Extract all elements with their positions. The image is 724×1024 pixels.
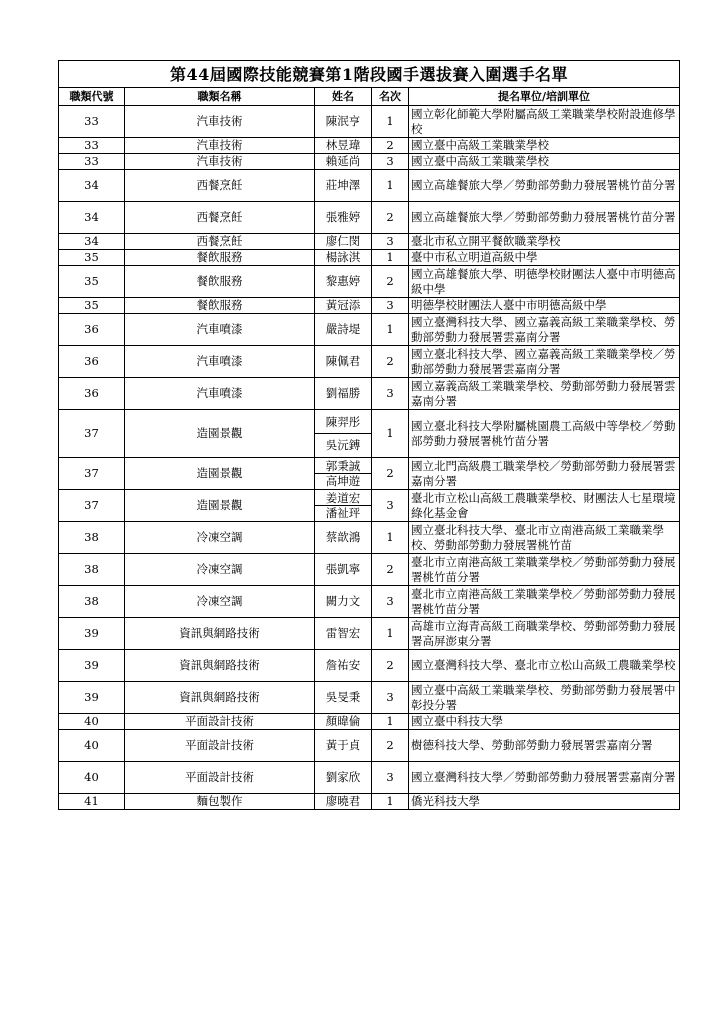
name-stack	[315, 202, 371, 233]
person-name: 莊坤澤	[325, 178, 361, 192]
name-stack	[315, 459, 371, 489]
table-row	[59, 650, 680, 682]
cell-rank: 1	[372, 170, 409, 202]
person-name: 陳泯亨	[325, 114, 361, 128]
name-stack	[315, 298, 371, 313]
cell-unit: 臺北市立南港高級工業職業學校／勞動部勞動力發展署桃竹苗分署	[409, 554, 680, 586]
cell-name	[315, 266, 372, 298]
person-name: 高坤遊	[315, 473, 371, 489]
name-stack	[315, 491, 371, 521]
cell-unit: 國立臺中高級工業職業學校	[409, 154, 680, 170]
cell-category: 造園景觀	[125, 410, 315, 458]
cell-code: 35	[59, 298, 125, 314]
cell-code: 38	[59, 522, 125, 554]
table-row	[59, 106, 680, 138]
cell-rank: 1	[372, 522, 409, 554]
candidate-table	[58, 60, 680, 810]
cell-unit: 臺北市立南港高級工業職業學校／勞動部勞動力發展署桃竹苗分署	[409, 586, 680, 618]
cell-category: 資訊與網路技術	[125, 650, 315, 682]
cell-category: 造園景觀	[125, 490, 315, 522]
name-stack	[315, 250, 371, 265]
table-row	[59, 762, 680, 794]
cell-rank: 3	[372, 234, 409, 250]
table-row	[59, 522, 680, 554]
cell-rank: 3	[372, 682, 409, 714]
table-row	[59, 458, 680, 490]
name-stack	[315, 682, 371, 713]
cell-code: 33	[59, 106, 125, 138]
cell-rank: 1	[372, 794, 409, 810]
cell-code: 40	[59, 714, 125, 730]
header-name: 姓名	[315, 88, 372, 106]
cell-code: 40	[59, 730, 125, 762]
person-name: 劉家欣	[325, 770, 361, 784]
cell-category: 資訊與網路技術	[125, 682, 315, 714]
person-name: 姜道宏	[325, 490, 361, 505]
table-row	[59, 154, 680, 170]
name-stack	[315, 411, 371, 457]
person-name: 詹祐安	[325, 658, 361, 672]
person-name: 顏暐倫	[325, 714, 361, 728]
cell-name	[315, 106, 372, 138]
name-stack	[315, 266, 371, 297]
header-row	[59, 88, 680, 106]
cell-name	[315, 154, 372, 170]
cell-code: 33	[59, 138, 125, 154]
cell-code: 39	[59, 618, 125, 650]
cell-category: 餐飲服務	[125, 250, 315, 266]
cell-code: 34	[59, 234, 125, 250]
table-row	[59, 202, 680, 234]
header-code: 職類代號	[59, 88, 125, 106]
cell-name	[315, 346, 372, 378]
cell-category: 汽車技術	[125, 154, 315, 170]
cell-category: 冷凍空調	[125, 522, 315, 554]
cell-rank: 3	[372, 154, 409, 170]
name-stack	[315, 794, 371, 809]
cell-name	[315, 586, 372, 618]
table-row	[59, 298, 680, 314]
person-name: 雷智宏	[325, 626, 361, 640]
cell-category: 麵包製作	[125, 794, 315, 810]
cell-unit: 國立臺灣科技大學、臺北市立松山高級工農職業學校	[409, 650, 680, 682]
person-name: 林昱瑋	[325, 138, 361, 152]
cell-category: 平面設計技術	[125, 730, 315, 762]
cell-rank: 1	[372, 106, 409, 138]
cell-unit: 國立臺中科技大學	[409, 714, 680, 730]
cell-name	[315, 794, 372, 810]
header-unit: 提名單位/培訓單位	[409, 88, 680, 106]
cell-unit: 國立高雄餐旅大學／勞動部勞動力發展署桃竹苗分署	[409, 170, 680, 202]
cell-rank: 1	[372, 410, 409, 458]
cell-name	[315, 650, 372, 682]
name-stack	[315, 650, 371, 681]
header-category: 職類名稱	[125, 88, 315, 106]
name-stack	[315, 554, 371, 585]
cell-rank: 1	[372, 714, 409, 730]
cell-category: 平面設計技術	[125, 714, 315, 730]
cell-rank: 3	[372, 490, 409, 522]
name-stack	[315, 586, 371, 617]
cell-category: 資訊與網路技術	[125, 618, 315, 650]
cell-category: 西餐烹飪	[125, 234, 315, 250]
cell-code: 39	[59, 650, 125, 682]
cell-rank: 2	[372, 266, 409, 298]
name-stack	[315, 730, 371, 761]
cell-category: 冷凍空調	[125, 586, 315, 618]
name-stack	[315, 154, 371, 169]
cell-code: 41	[59, 794, 125, 810]
cell-rank: 3	[372, 762, 409, 794]
person-name: 陳佩君	[325, 354, 361, 368]
cell-category: 西餐烹飪	[125, 170, 315, 202]
table-row	[59, 554, 680, 586]
cell-rank: 2	[372, 346, 409, 378]
cell-unit: 國立彰化師範大學附屬高級工業職業學校附設進修學校	[409, 106, 680, 138]
cell-unit: 明德學校財團法人臺中市明德高級中學	[409, 298, 680, 314]
cell-category: 造園景觀	[125, 458, 315, 490]
table-row	[59, 794, 680, 810]
name-stack	[315, 378, 371, 409]
table-row	[59, 170, 680, 202]
person-name: 郭秉誠	[325, 458, 361, 473]
table-row	[59, 378, 680, 410]
cell-unit: 國立高雄餐旅大學／勞動部勞動力發展署桃竹苗分署	[409, 202, 680, 234]
table-row	[59, 730, 680, 762]
table-row	[59, 234, 680, 250]
cell-name	[315, 554, 372, 586]
cell-rank: 2	[372, 730, 409, 762]
document-sheet	[58, 60, 679, 810]
cell-name	[315, 410, 372, 458]
cell-rank: 1	[372, 314, 409, 346]
cell-name	[315, 234, 372, 250]
cell-name	[315, 170, 372, 202]
table-row	[59, 410, 680, 458]
cell-category: 汽車技術	[125, 106, 315, 138]
name-stack	[315, 522, 371, 553]
table-row	[59, 138, 680, 154]
cell-name	[315, 618, 372, 650]
name-stack	[315, 714, 371, 729]
cell-rank: 3	[372, 378, 409, 410]
cell-rank: 2	[372, 458, 409, 490]
cell-category: 餐飲服務	[125, 266, 315, 298]
person-name: 陳羿彤	[325, 414, 361, 429]
person-name: 廖仁閔	[325, 234, 361, 248]
cell-code: 36	[59, 378, 125, 410]
cell-rank: 3	[372, 298, 409, 314]
cell-name	[315, 730, 372, 762]
cell-category: 西餐烹飪	[125, 202, 315, 234]
cell-code: 39	[59, 682, 125, 714]
cell-code: 34	[59, 202, 125, 234]
cell-unit: 國立臺北科技大學、國立嘉義高級工業職業學校／勞動部勞動力發展署雲嘉南分署	[409, 346, 680, 378]
cell-category: 餐飲服務	[125, 298, 315, 314]
cell-code: 37	[59, 410, 125, 458]
cell-name	[315, 522, 372, 554]
cell-name	[315, 762, 372, 794]
table-row	[59, 618, 680, 650]
table-row	[59, 266, 680, 298]
cell-code: 35	[59, 266, 125, 298]
person-name: 楊詠淇	[325, 250, 361, 264]
cell-code: 38	[59, 586, 125, 618]
cell-name	[315, 378, 372, 410]
cell-code: 34	[59, 170, 125, 202]
person-name: 吳沅鎛	[315, 433, 371, 457]
cell-category: 汽車技術	[125, 138, 315, 154]
cell-name	[315, 458, 372, 490]
cell-unit: 樹德科技大學、勞動部勞動力發展署雲嘉南分署	[409, 730, 680, 762]
cell-unit: 高雄市立海青高級工商職業學校、勞動部勞動力發展署高屏澎東分署	[409, 618, 680, 650]
person-name: 黃于貞	[325, 738, 361, 752]
cell-unit: 國立北門高級農工職業學校／勞動部勞動力發展署雲嘉南分署	[409, 458, 680, 490]
cell-rank: 2	[372, 138, 409, 154]
cell-unit: 國立臺灣科技大學、國立嘉義高級工業職業學校、勞動部勞動力發展署雲嘉南分署	[409, 314, 680, 346]
name-stack	[315, 234, 371, 249]
cell-rank: 2	[372, 650, 409, 682]
cell-name	[315, 490, 372, 522]
cell-rank: 1	[372, 618, 409, 650]
table-row	[59, 346, 680, 378]
cell-name	[315, 682, 372, 714]
cell-unit: 國立嘉義高級工業職業學校、勞動部勞動力發展署雲嘉南分署	[409, 378, 680, 410]
cell-unit: 國立臺灣科技大學／勞動部勞動力發展署雲嘉南分署	[409, 762, 680, 794]
cell-code: 33	[59, 154, 125, 170]
name-stack	[315, 170, 371, 201]
person-name: 吳旻秉	[325, 690, 361, 704]
title-row	[59, 61, 680, 88]
cell-unit: 臺中市私立明道高級中學	[409, 250, 680, 266]
cell-name	[315, 250, 372, 266]
cell-unit: 僑光科技大學	[409, 794, 680, 810]
cell-category: 平面設計技術	[125, 762, 315, 794]
cell-unit: 臺北市立松山高級工農職業學校、財團法人七星環境綠化基金會	[409, 490, 680, 522]
table-row	[59, 714, 680, 730]
cell-name	[315, 138, 372, 154]
table-body	[59, 106, 680, 810]
cell-unit: 國立高雄餐旅大學、明德學校財團法人臺中市明德高級中學	[409, 266, 680, 298]
cell-unit: 國立臺中高級工業職業學校、勞動部勞動力發展署中彰投分署	[409, 682, 680, 714]
page-title: 第44屆國際技能競賽第1階段國手選拔賽入圍選手名單	[59, 61, 680, 88]
cell-code: 35	[59, 250, 125, 266]
person-name: 劉福勝	[325, 386, 361, 400]
cell-category: 汽車噴漆	[125, 378, 315, 410]
name-stack	[315, 106, 371, 137]
name-stack	[315, 138, 371, 153]
person-name: 張雅婷	[325, 210, 361, 224]
person-name: 黃冠添	[325, 298, 361, 312]
cell-rank: 2	[372, 202, 409, 234]
person-name: 闕力文	[325, 594, 361, 608]
cell-category: 汽車噴漆	[125, 346, 315, 378]
table-row	[59, 682, 680, 714]
cell-rank: 2	[372, 554, 409, 586]
cell-unit: 臺北市私立開平餐飲職業學校	[409, 234, 680, 250]
cell-code: 36	[59, 346, 125, 378]
name-stack	[315, 762, 371, 793]
person-name: 賴延尚	[325, 154, 361, 168]
person-name: 嚴詩堤	[325, 322, 361, 336]
cell-code: 40	[59, 762, 125, 794]
name-stack	[315, 314, 371, 345]
cell-unit: 國立臺中高級工業職業學校	[409, 138, 680, 154]
table-row	[59, 490, 680, 522]
cell-unit: 國立臺北科技大學附屬桃園農工高級中等學校／勞動部勞動力發展署桃竹苗分署	[409, 410, 680, 458]
cell-rank: 1	[372, 250, 409, 266]
cell-rank: 3	[372, 586, 409, 618]
cell-name	[315, 202, 372, 234]
cell-code: 37	[59, 490, 125, 522]
cell-code: 36	[59, 314, 125, 346]
table-row	[59, 250, 680, 266]
name-stack	[315, 618, 371, 649]
table-row	[59, 314, 680, 346]
cell-category: 冷凍空調	[125, 554, 315, 586]
cell-unit: 國立臺北科技大學、臺北市立南港高級工業職業學校、勞動部勞動力發展署桃竹苗	[409, 522, 680, 554]
person-name: 黎惠婷	[325, 274, 361, 288]
cell-name	[315, 714, 372, 730]
name-stack	[315, 346, 371, 377]
cell-name	[315, 314, 372, 346]
cell-name	[315, 298, 372, 314]
person-name: 潘祉玶	[315, 505, 371, 521]
person-name: 張凱寧	[325, 562, 361, 576]
table-row	[59, 586, 680, 618]
header-rank: 名次	[372, 88, 409, 106]
cell-code: 38	[59, 554, 125, 586]
person-name: 蔡歆鴻	[325, 530, 361, 544]
cell-code: 37	[59, 458, 125, 490]
person-name: 廖曉君	[325, 794, 361, 808]
cell-category: 汽車噴漆	[125, 314, 315, 346]
